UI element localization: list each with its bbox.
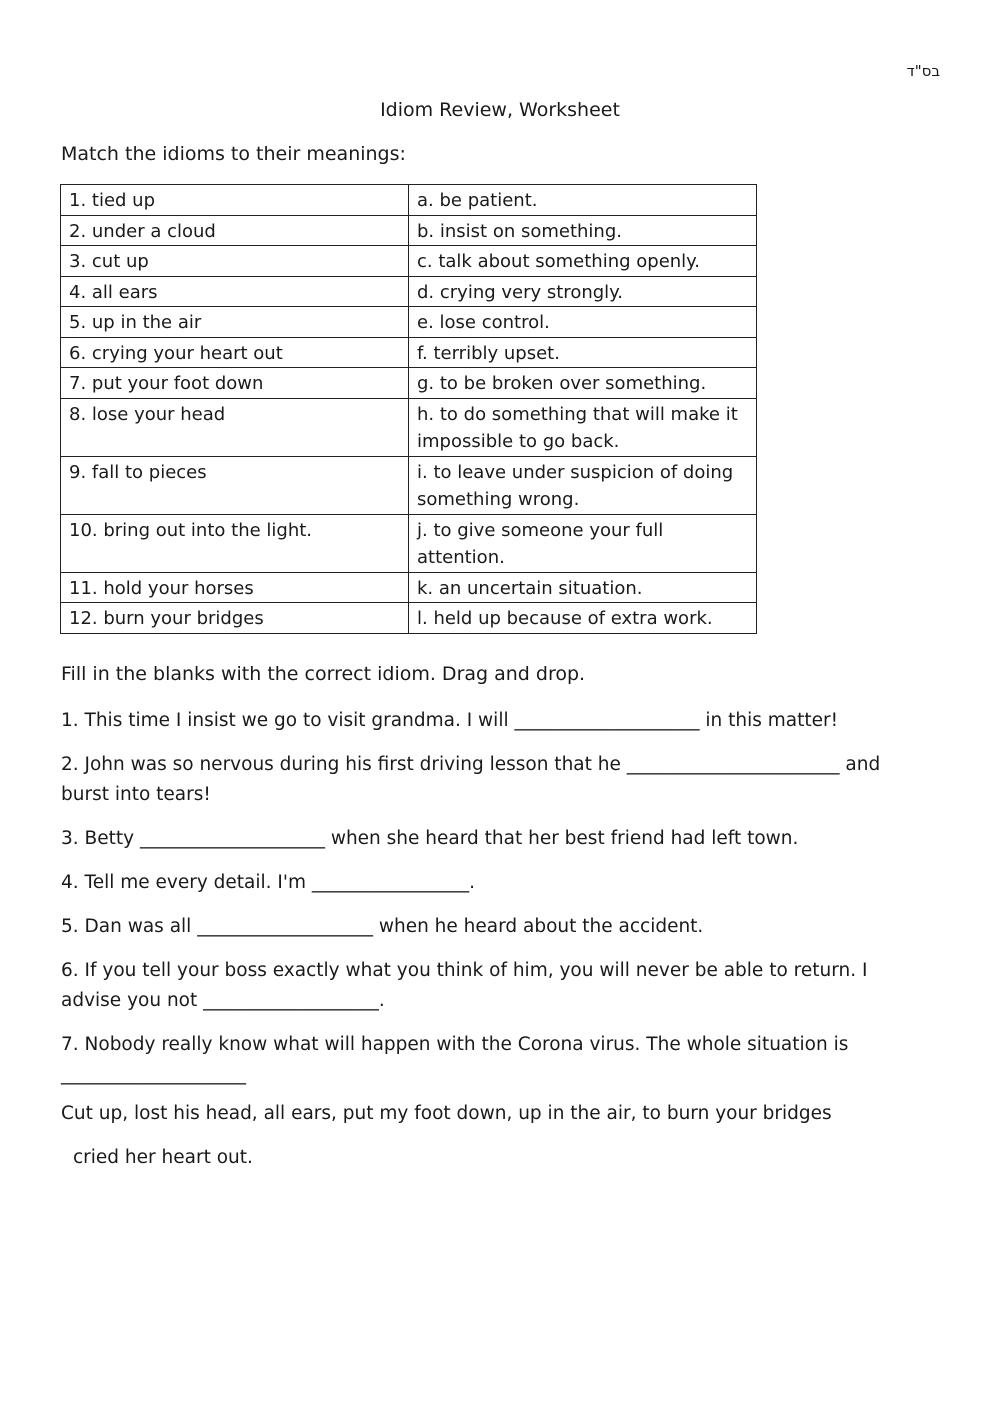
sentence-item: 7. Nobody really know what will happen with the Corona virus. The whole situation is ____________________ bbox=[61, 1034, 849, 1085]
meaning-cell: b. insist on something. bbox=[409, 215, 757, 246]
table-row bbox=[61, 276, 757, 307]
meaning-cell: g. to be broken over something. bbox=[409, 368, 757, 399]
table-row bbox=[61, 456, 757, 514]
header-mark: בס"ד bbox=[906, 62, 940, 80]
table-row bbox=[61, 398, 757, 456]
sentence-item: 2. John was so nervous during his first driving lesson that he _______________________ and burst into tears! bbox=[61, 754, 881, 805]
table-row bbox=[61, 215, 757, 246]
idiom-cell: 5. up in the air bbox=[61, 307, 409, 338]
sentence-item: 3. Betty ____________________ when she heard that her best friend had left town. bbox=[61, 828, 799, 849]
table-row bbox=[61, 307, 757, 338]
table-row bbox=[61, 368, 757, 399]
idiom-cell: 4. all ears bbox=[61, 276, 409, 307]
sentence-list bbox=[61, 706, 921, 1104]
meaning-cell: j. to give someone your full attention. bbox=[409, 514, 757, 572]
meaning-cell: e. lose control. bbox=[409, 307, 757, 338]
meaning-cell: f. terribly upset. bbox=[409, 337, 757, 368]
idiom-cell: 9. fall to pieces bbox=[61, 456, 409, 514]
page-title: Idiom Review, Worksheet bbox=[380, 99, 620, 121]
table-row bbox=[61, 246, 757, 277]
meaning-cell: h. to do something that will make it impossible to go back. bbox=[409, 398, 757, 456]
idiom-cell: 1. tied up bbox=[61, 185, 409, 216]
idiom-cell: 3. cut up bbox=[61, 246, 409, 277]
meaning-cell: d. crying very strongly. bbox=[409, 276, 757, 307]
word-bank-line-1: Cut up, lost his head, all ears, put my foot down, up in the air, to burn your bridges bbox=[61, 1103, 832, 1124]
table-row bbox=[61, 514, 757, 572]
word-bank-line-2: cried her heart out. bbox=[73, 1147, 253, 1168]
table-row bbox=[61, 603, 757, 634]
idiom-cell: 11. hold your horses bbox=[61, 572, 409, 603]
table-row bbox=[61, 185, 757, 216]
meaning-cell: k. an uncertain situation. bbox=[409, 572, 757, 603]
idiom-cell: 12. burn your bridges bbox=[61, 603, 409, 634]
table-row bbox=[61, 572, 757, 603]
meaning-cell: a. be patient. bbox=[409, 185, 757, 216]
meaning-cell: i. to leave under suspicion of doing something wrong. bbox=[409, 456, 757, 514]
sentence-item: 4. Tell me every detail. I'm _________________. bbox=[61, 872, 475, 893]
idiom-cell: 7. put your foot down bbox=[61, 368, 409, 399]
matching-instruction: Match the idioms to their meanings: bbox=[61, 143, 406, 165]
sentence-item: 5. Dan was all ___________________ when he heard about the accident. bbox=[61, 916, 704, 937]
sentence-item: 6. If you tell your boss exactly what you think of him, you will never be able to return. I advise you not ___________________. bbox=[61, 960, 868, 1011]
idiom-cell: 2. under a cloud bbox=[61, 215, 409, 246]
idiom-cell: 8. lose your head bbox=[61, 398, 409, 456]
meaning-cell: l. held up because of extra work. bbox=[409, 603, 757, 634]
sentence-item: 1. This time I insist we go to visit grandma. I will ____________________ in this matter! bbox=[61, 710, 839, 731]
fill-instruction: Fill in the blanks with the correct idiom. Drag and drop. bbox=[61, 663, 586, 685]
table-row bbox=[61, 337, 757, 368]
idiom-cell: 6. crying your heart out bbox=[61, 337, 409, 368]
idiom-cell: 10. bring out into the light. bbox=[61, 514, 409, 572]
matching-table bbox=[60, 184, 757, 634]
meaning-cell: c. talk about something openly. bbox=[409, 246, 757, 277]
